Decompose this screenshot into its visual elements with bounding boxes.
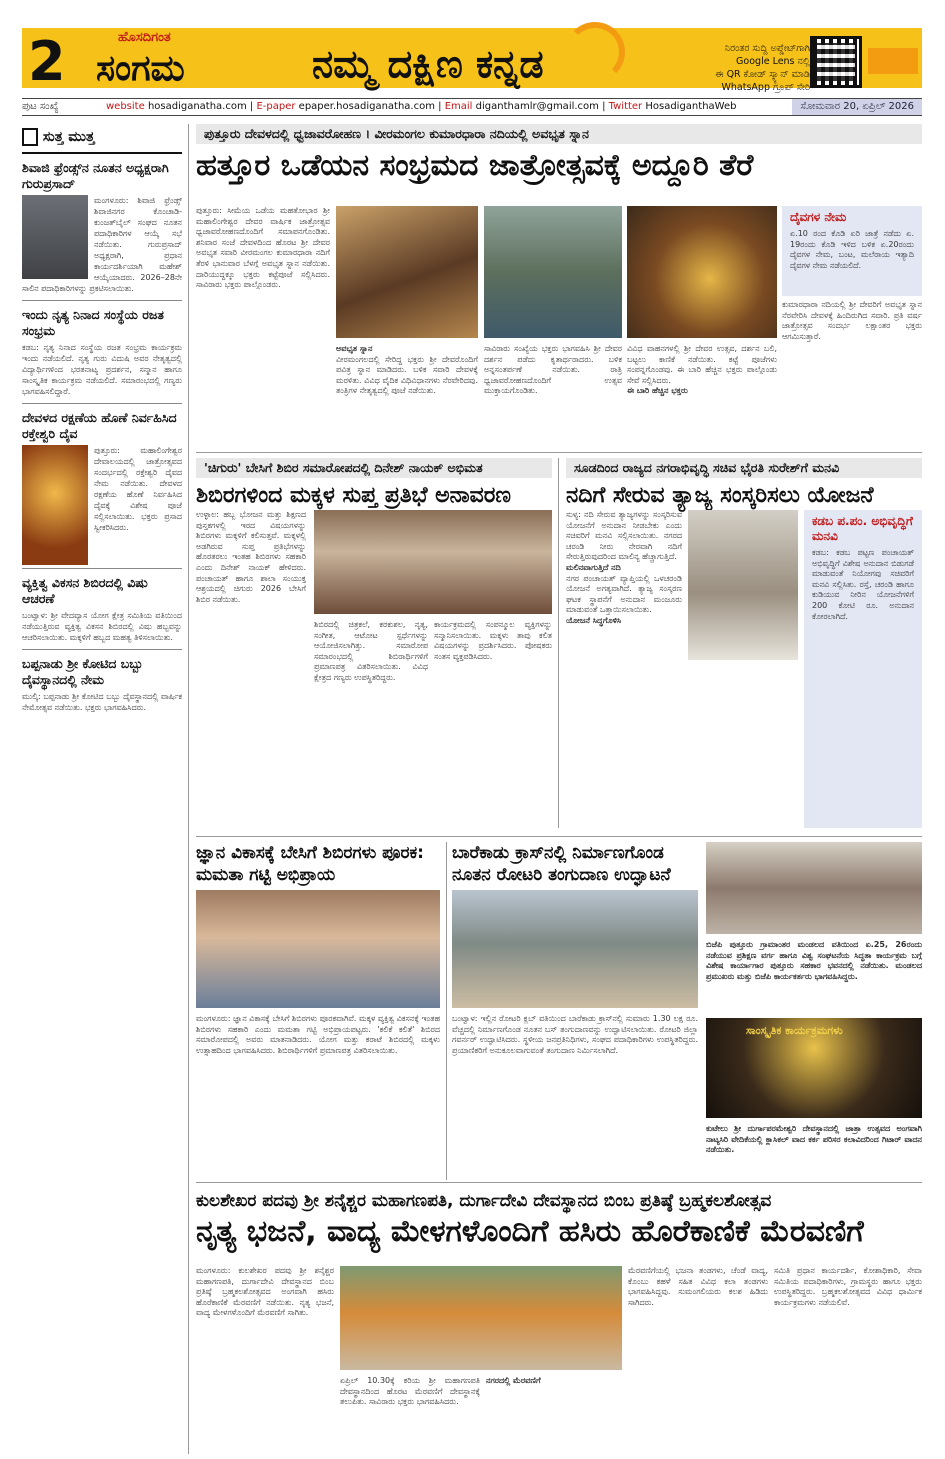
- bjp-meeting-photo: [706, 842, 922, 934]
- body-text: ನಗರ ಪಂಚಾಯತ್ ವ್ಯಾಪ್ತಿಯಲ್ಲಿ ಒಳಚರಂಡಿ ಯೋಜನೆ ಅಗತ್ಯವಾಗಿದೆ. ತ್ಯಾಜ್ಯ ಸಂಸ್ಕರಣ ಘಟಕ ಸ್ಥಾಪನೆಗೆ ಅನುದಾನ ಮಂಜೂರು ಮಾಡುವಂತೆ ಒತ್ತಾಯಿಸಲಾಯಿತು.: [566, 573, 682, 615]
- body-text: ವಿವಿಧ ವಾಹನಗಳಲ್ಲಿ ಶ್ರೀ ದೇವರ ಉತ್ಸವ, ದರ್ಶನ ಬಲಿ, ಬಟ್ಟಲು ಕಾಣಿಕೆ ನಡೆಯಿತು. ಕಟ್ಟೆ ಪೂಜೆಗಳು ಸಂಪನ್ನಗೊಂಡವು. ಈ ಬಾರಿ ಹೆಚ್ಚಿನ ಭಕ್ತರು ಪಾಲ್ಗೊಂಡು ಸೇವೆ ಸಲ್ಲಿಸಿದರು.: [627, 344, 777, 385]
- article-body: ಪುತ್ತೂರು: ಮಹಾಲಿಂಗೇಶ್ವರ ದೇವಾಲಯದಲ್ಲಿ ಜಾತ್ರೋತ್ಸವದ ಸಂದರ್ಭದಲ್ಲಿ ರಕ್ತೇಶ್ವರಿ ದೈವದ ನೇಮ ನಡೆಯಿತು. ದೇವಳದ ರಕ್ಷಣೆಯ ಹೊಣೆ ನಿರ್ವಹಿಸಿದ ದೈವಕ್ಕೆ ವಿಶೇಷ ಪೂಜೆ ಸಲ್ಲಿಸಲಾಯಿತು. ಭಕ್ತರು ಪ್ರಸಾದ ಸ್ವೀಕರಿಸಿದರು.: [94, 446, 182, 532]
- qr-line: ನಿರಂತರ ಸುದ್ದಿ ಅಪ್ಡೇಟ್‌ಗಾಗಿ: [724, 43, 810, 54]
- masthead: [0, 0, 945, 96]
- children-group-photo: [196, 890, 440, 1008]
- corner-tab: [868, 48, 918, 74]
- page-number: 2: [28, 30, 66, 93]
- river-bath-photo: [484, 206, 622, 338]
- camp-stage-photo: [314, 510, 552, 614]
- contact-links: website hosadiganatha.com | E-paper epaper.hosadiganatha.com | Email diganthamlr@gmail.com | Twitter HosadiganthaWeb: [106, 101, 737, 112]
- subheading: ಯೋಜನೆ ಸಿದ್ಧಗೊಳಿಸಿ: [566, 615, 622, 625]
- qr-line: ಈ QR ಕೋಡ್ ಸ್ಕ್ಯಾನ್ ಮಾಡಿ: [715, 69, 810, 80]
- river-headline[interactable]: ನದಿಗೆ ಸೇರುವ ತ್ಯಾಜ್ಯ ಸಂಸ್ಕರಿಸಲು ಯೋಜನೆ: [566, 483, 874, 508]
- box-body: ಏ.10 ರಂದ ಕೊಡಿ ಏರಿ ಜಾತ್ರೆ ನಡೆದು ಏ. 19ರಂದು ಕೊಡಿ ಇಳಿದ ಬಳಿಕ ಏ.20ರಂದು ದೈವಗಳ ನೇಮ, ಬಂಟ, ಮಲೆರಾಯ ಇತ್ಯಾದಿ ದೈವಗಳ ನೇಮ ನಡೆಯಲಿದೆ.: [790, 229, 914, 270]
- page-label: ಪುಟ ಸಂಖ್ಯೆ: [22, 101, 59, 112]
- camp-body-col3: ಕಾರ್ಯಕ್ರಮದಲ್ಲಿ ಸಂಪನ್ಮೂಲ ವ್ಯಕ್ತಿಗಳನ್ನು ಸನ್ಮಾನಿಸಲಾಯಿತು. ಮಕ್ಕಳು ತಾವು ಕಲಿತ ವಿಷಯಗಳನ್ನು ಪ್ರದರ್ಶಿಸಿದರು. ಪೋಷಕರು ಸಂತಸ ವ್ಯಕ್ತಪಡಿಸಿದರು.: [434, 620, 552, 661]
- website-link[interactable]: hosadiganatha.com: [147, 101, 247, 112]
- procession-body-col1: ಮಂಗಳೂರು: ಕುಲಶೇಖರ ಪದವು ಶ್ರೀ ಶನೈಶ್ಚರ ಮಹಾಗಣಪತಿ, ದುರ್ಗಾದೇವಿ ದೇವಸ್ಥಾನದ ಬಿಂಬ ಪ್ರತಿಷ್ಠೆ ಬ್ರಹ್ಮಕಲಶೋತ್ಸವದ ಅಂಗವಾಗಿ ಹಸಿರು ಹೊರೆಕಾಣಿಕೆ ಮೆರವಣಿಗೆ ನಡೆಯಿತು. ನೃತ್ಯ ಭಜನೆ, ವಾದ್ಯ ಮೇಳಗಳೊಂದಿಗೆ ಮೆರವಣಿಗೆ ಸಾಗಿತು.: [196, 1266, 334, 1318]
- article-body: ಬಂಟ್ವಾಳ: ಶ್ರೀ ವೇದವ್ಯಾಸ ಯೋಗ ಕ್ಷೇತ್ರ ಸಮಿತಿಯ ವತಿಯಿಂದ ನಡೆಯುತ್ತಿರುವ ವ್ಯಕ್ತಿತ್ವ ವಿಕಸನ ಶಿಬಿರದಲ್ಲಿ ವಿಷು ಹಬ್ಬವನ್ನು ಆಚರಿಸಲಾಯಿತು. ಮಕ್ಕಳಿಗೆ ಹಬ್ಬದ ಮಹತ್ವ ತಿಳಿಸಲಾಯಿತು.: [22, 611, 182, 642]
- epaper-label: E-paper: [256, 101, 296, 112]
- article-title[interactable]: ಬಪ್ಪನಾಡು ಶ್ರೀ ಕೋಟಿದ ಬಬ್ಬು ದೈವಸ್ಥಾನದಲ್ಲಿ ನೇಮ: [22, 656, 144, 687]
- procession-story: [196, 1190, 922, 1250]
- river-body-col1: [566, 510, 682, 627]
- camp-headline[interactable]: ಶಿಬಿರಗಳಿಂದ ಮಕ್ಕಳ ಸುಪ್ತ ಪ್ರತಿಭೆ ಅನಾವರಣ: [196, 483, 511, 508]
- river-kicker: ಸೂಡದಿಂದ ರಾಜ್ಯದ ನಗರಾಭಿವೃದ್ಧಿ ಸಚಿವ ಭೈರತಿ ಸುರೇಶ್‌ಗೆ ಮನವಿ: [566, 458, 922, 478]
- rotary-headline[interactable]: ಬಾರೆಕಾಡು ಕ್ರಾಸ್‌ನಲ್ಲಿ ನಿರ್ಮಾಣಗೊಂಡ ನೂತನ ರೋಟರಿ ತಂಗುದಾಣ ಉದ್ಘಾಟನೆ: [452, 843, 671, 885]
- article-title[interactable]: ಇಂದು ನೃತ್ಯ ನಿನಾದ ಸಂಸ್ಥೆಯ ರಜತ ಸಂಭ್ರಮ: [22, 307, 164, 338]
- memorandum-photo: [688, 510, 798, 660]
- article-title[interactable]: ಶಿವಾಜಿ ಫ್ರೆಂಡ್ಸ್‌ನ ನೂತನ ಅಧ್ಯಕ್ಷರಾಗಿ ಗುರುಪ್ರಸಾದ್: [22, 160, 169, 191]
- article-body: ಮುಲ್ಕಿ: ಬಪ್ಪನಾಡು ಶ್ರೀ ಕೋಟಿದ ಬಬ್ಬು ದೈವಸ್ಥಾನದಲ್ಲಿ ವಾರ್ಷಿಕ ನೇಮೋತ್ಸವ ನಡೆಯಿತು. ಭಕ್ತರು ಭಾಗವಹಿಸಿದರು.: [22, 692, 182, 712]
- lead-headline[interactable]: ಹತ್ತೂರ ಒಡೆಯನ ಸಂಭ್ರಮದ ಜಾತ್ರೋತ್ಸವಕ್ಕೆ ಅದ್ದೂರಿ ತೆರೆ: [196, 148, 754, 183]
- concert-photo: [706, 1018, 922, 1118]
- lead-body-col4: [627, 344, 777, 397]
- camp-body-col1: ಉಳ್ಳಾಲ: ಹಬ್ಬ ಭೋಜನ ಮತ್ತು ಶಿಕ್ಷಣದ ಪುಸ್ತಕಗಳಲ್ಲಿ ಇರದ ವಿಷಯಗಳನ್ನು ಶಿಬಿರಗಳು ಮಕ್ಕಳಿಗೆ ಕಲಿಸುತ್ತವೆ. ಮಕ್ಕಳಲ್ಲಿ ಅಡಗಿರುವ ಸುಪ್ತ ಪ್ರತಿಭೆಗಳನ್ನು ಹೊರತರಲು ಇಂತಹ ಶಿಬಿರಗಳು ಸಹಕಾರಿ ಎಂದು ದಿನೇಶ್ ನಾಯಕ್ ಹೇಳಿದರು. ಪಂಚಾಯತ್ ಹಾಗೂ ಶಾಲಾ ಸಂಯುಕ್ತ ಆಶ್ರಯದಲ್ಲಿ ಚಿಗುರು 2026 ಬೇಸಿಗೆ ಶಿಬಿರ ನಡೆಯಿತು.: [196, 510, 306, 604]
- kadaba-box: [804, 510, 922, 828]
- info-bar: [22, 98, 922, 116]
- email-label: Email: [444, 101, 473, 112]
- procession-body-col4: ಮೆರವಣಿಗೆಯಲ್ಲಿ ಭಜನಾ ತಂಡಗಳು, ಚೆಂಡೆ ವಾದ್ಯ, ಕೊಂಬು ಕಹಳೆ ಸಹಿತ ವಿವಿಧ ಕಲಾ ತಂಡಗಳು ಭಾಗವಹಿಸಿದ್ದವು. ಸುಮಂಗಲಿಯರು ಕಲಶ ಹಿಡಿದು ಸಾಗಿದರು.: [628, 1266, 768, 1307]
- summer-camp-body: ಮಂಗಳೂರು: ಜ್ಞಾನ ವಿಕಾಸಕ್ಕೆ ಬೇಸಿಗೆ ಶಿಬಿರಗಳು ಪೂರಕವಾಗಿವೆ. ಮಕ್ಕಳ ವ್ಯಕ್ತಿತ್ವ ವಿಕಸನಕ್ಕೆ ಇಂತಹ ಶಿಬಿರಗಳು ಸಹಕಾರಿ ಎಂದು ಮಮತಾ ಗಟ್ಟಿ ಅಭಿಪ್ರಾಯಪಟ್ಟರು. 'ಕಲಿಕೆ ಕಲಿತೆ' ಶಿಬಿರದ ಸಮಾರೋಪದಲ್ಲಿ ಅವರು ಮಾತನಾಡಿದರು. ಯೋಗ ಮತ್ತು ಕರಾಟೆ ಶಿಬಿರದಲ್ಲಿ ಮಕ್ಕಳು ಉತ್ಸಾಹದಿಂದ ಭಾಗವಹಿಸಿದರು. ಶಿಬಿರಾರ್ಥಿಗಳಿಗೆ ಪ್ರಮಾಣಪತ್ರ ವಿತರಿಸಲಾಯಿತು.: [196, 1014, 440, 1055]
- lead-story: [196, 124, 922, 184]
- article-title[interactable]: ವ್ಯಕ್ತಿತ್ವ ವಿಕಸನ ಶಿಬಿರದಲ್ಲಿ ವಿಷು ಆಚರಣೆ: [22, 575, 148, 606]
- lead-body-col1: ಪುತ್ತೂರು: ಸೀಮೆಯ ಒಡೆಯ ಮಹತೋಭಾರ ಶ್ರೀ ಮಹಾಲಿಂಗೇಶ್ವರ ದೇವರ ವಾರ್ಷಿಕ ಜಾತ್ರೋತ್ಸವ ಧ್ವಜಾವರೋಹಣದೊಂದಿಗೆ ಸಮಾಪನಗೊಂಡಿತು. ಶನಿವಾರ ಸಂಜೆ ದೇವಳದಿಂದ ಹೊರಟ ಶ್ರೀ ದೇವರ ಅವಭೃತ ಸವಾರಿ ವೀರಮಂಗಲ ಕುಮಾರಧಾರಾ ನದಿಗೆ ತೆರಳಿ ಭಾನುವಾರ ಬೆಳಗ್ಗೆ ಅವಭೃತ ಸ್ನಾನ ನಡೆಯಿತು. ದಾರಿಯುದ್ದಕ್ಕೂ ಭಕ್ತರು ಕಟ್ಟೆಪೂಜೆ ಸಲ್ಲಿಸಿದರು. ಸಾವಿರಾರು ಭಕ್ತರು ಪಾಲ್ಗೊಂಡರು.: [196, 206, 330, 290]
- left-column-header: [22, 124, 182, 154]
- procession-body-col2: ಏಪ್ರಿಲ್ 10.30ಕ್ಕೆ ಕರಿಯ ಶ್ರೀ ಮಹಾಗಣಪತಿ ದೇವಸ್ಥಾನದಿಂದ ಹೊರಟ ಮೆರವಣಿಗೆ ದೇವಸ್ಥಾನಕ್ಕೆ ತಲುಪಿತು. ಸಾವಿರಾರು ಭಕ್ತರು ಭಾಗವಹಿಸಿದರು.: [340, 1376, 480, 1407]
- subheading: ನಗರದಲ್ಲಿ ಮೆರವಣಿಗೆ: [486, 1376, 541, 1385]
- qr-code-icon[interactable]: [810, 36, 862, 88]
- lead-kicker: ಪುತ್ತೂರು ದೇವಳದಲ್ಲಿ ಧ್ವಜಾವರೋಹಣ । ವೀರಮಂಗಲ ಕುಮಾರಧಾರಾ ನದಿಯಲ್ಲಿ ಅವಭೃತ ಸ್ನಾನ: [196, 124, 922, 144]
- subheading: ಅವಭೃತ ಸ್ನಾನ: [336, 344, 373, 353]
- procession-photo: [340, 1266, 622, 1370]
- bjp-caption: ಬಿಜೆಪಿ ಪುತ್ತೂರು ಗ್ರಾಮಾಂತರ ಮಂಡಲದ ವತಿಯಿಂದ ಏ.25, 26ರಂದು ನಡೆಯುವ ಪ್ರಶಿಕ್ಷಣ ವರ್ಗ ಹಾಗೂ ವಿಶ್ವ ಸಂಘಟನೆಯ ಸಿದ್ಧತಾ ಕಾರ್ಯಕ್ರಮ ಬಗ್ಗೆ ವಿಶೇಷ ಕಾರ್ಯಾಗಾರ ಪುತ್ತೂರು ಸಹಕಾರ ಭವನದಲ್ಲಿ ನಡೆಯಿತು. ಮಂಡಲದ ಪ್ರಮುಖರು ಮತ್ತು ಬಿಜೆಪಿ ಕಾರ್ಯಕರ್ತರು ಭಾಗವಹಿಸಿದ್ದರು.: [706, 940, 922, 981]
- website-label: website: [106, 101, 145, 112]
- article-body: ಮಂಗಳೂರು: ಶಿವಾಜಿ ಫ್ರೆಂಡ್ಸ್ ಶಿವಾಜಿನಗರ ಕೊಂಚಾಡಿ-ಕುಂಜತ್‌ಬೈಲ್ ಸಂಘದ ನೂತನ ಪದಾಧಿಕಾರಿಗಳ ಆಯ್ಕೆ ಸಭೆ ನಡೆಯಿತು. ಗುರುಪ್ರಸಾದ್ ಅಧ್ಯಕ್ಷರಾಗಿ, ಪ್ರಧಾನ ಕಾರ್ಯದರ್ಶಿಯಾಗಿ ಮಹೇಶ್ ಆಯ್ಕೆಯಾದರು. 2026–28ನೇ ಸಾಲಿನ ಪದಾಧಿಕಾರಿಗಳನ್ನು ಪ್ರಕಟಿಸಲಾಯಿತು.: [22, 196, 182, 293]
- camp-kicker: 'ಚಿಗುರು' ಬೇಸಿಗೆ ಶಿಬಿರ ಸಮಾರೋಪದಲ್ಲಿ ದಿನೇಶ್ ನಾಯಕ್ ಅಭಿಮತ: [196, 458, 552, 478]
- procession-body-col3: [486, 1376, 622, 1387]
- concert-banner: ಸಾಂಸ್ಕೃತಿಕ ಕಾರ್ಯಕ್ರಮಗಳು: [746, 1024, 843, 1037]
- brand-title: ಸಂಗಮ: [96, 48, 185, 89]
- twitter-label: Twitter: [608, 101, 643, 112]
- body-text: ಸುಳ್ಯ: ನದಿ ಸೇರುವ ತ್ಯಾಜ್ಯಗಳನ್ನು ಸಂಸ್ಕರಿಸುವ ಯೋಜನೆಗೆ ಅನುದಾನ ನೀಡಬೇಕು ಎಂದು ಸಚಿವರಿಗೆ ಮನವಿ ಸಲ್ಲಿಸಲಾಯಿತು. ನಗರದ ಚರಂಡಿ ನೀರು ನೇರವಾಗಿ ನದಿಗೆ ಸೇರುತ್ತಿರುವುದರಿಂದ ಮಾಲಿನ್ಯ ಹೆಚ್ಚಾಗುತ್ತಿದೆ.: [566, 510, 682, 562]
- box-tag: ದೈವಗಳ ನೇಮ: [790, 210, 847, 224]
- lead-body-col3: ಸಾವಿರಾರು ಸಂಖ್ಯೆಯ ಭಕ್ತರು ಭಾಗವಹಿಸಿ ಶ್ರೀ ದೇವರ ದರ್ಶನ ಪಡೆದು ಕೃತಾರ್ಥರಾದರು. ಬಳಿಕ ಅನ್ನಸಂತರ್ಪಣೆ ನಡೆಯಿತು. ರಾತ್ರಿ ಧ್ವಜಾವರೋಹಣದೊಂದಿಗೆ ಉತ್ಸವ ಮುಕ್ತಾಯಗೊಂಡಿತು.: [484, 344, 622, 396]
- qr-line: Google Lens ನಲ್ಲಿ: [736, 56, 810, 67]
- subheading: ಈ ಬಾರಿ ಹೆಚ್ಚಿನ ಭಕ್ತರು: [627, 386, 688, 396]
- deity-procession-photo: [627, 206, 777, 338]
- chariot-photo: [336, 206, 478, 338]
- door-icon: [22, 128, 38, 146]
- summer-camp-headline[interactable]: ಜ್ಞಾನ ವಿಕಾಸಕ್ಕೆ ಬೇಸಿಗೆ ಶಿಬಿರಗಳು ಪೂರಕ: ಮಮತಾ ಗಟ್ಟಿ ಅಭಿಪ್ರಾಯ: [196, 843, 424, 885]
- email-link[interactable]: diganthamlr@gmail.com: [475, 101, 599, 112]
- procession-body-col5: ಸಮಿತಿ ಪ್ರಧಾನ ಕಾರ್ಯದರ್ಶಿ, ಕೋಶಾಧಿಕಾರಿ, ಸೇವಾ ಸಮಿತಿಯ ಪದಾಧಿಕಾರಿಗಳು, ಗ್ರಾಮಸ್ಥರು ಹಾಗೂ ಭಕ್ತರು ಉಪಸ್ಥಿತರಿದ್ದರು. ಬ್ರಹ್ಮಕಲಶೋತ್ಸವದ ವಿವಿಧ ಧಾರ್ಮಿಕ ಕಾರ್ಯಕ್ರಮಗಳು ನಡೆಯಲಿವೆ.: [774, 1266, 922, 1307]
- article-title[interactable]: ದೇವಳದ ರಕ್ಷಣೆಯ ಹೊಣೆ ನಿರ್ವಹಿಸಿದ ರಕ್ತೇಶ್ವರಿ ದೈವ: [22, 410, 177, 441]
- left-header-text: ಸುತ್ತ ಮುತ್ತ: [42, 129, 95, 145]
- article-body: ಕಡಬ: ನೃತ್ಯ ನಿನಾದ ಸಂಸ್ಥೆಯ ರಜತ ಸಂಭ್ರಮ ಕಾರ್ಯಕ್ರಮ ಇಂದು ನಡೆಯಲಿದೆ. ನೃತ್ಯ ಗುರು ವಿದುಷಿ ಅವರ ನೇತೃತ್ವದಲ್ಲಿ ವಿದ್ಯಾರ್ಥಿಗಳಿಂದ ಭರತನಾಟ್ಯ ಪ್ರದರ್ಶನ, ಸನ್ಮಾನ ಹಾಗೂ ಸಾಂಸ್ಕೃತಿಕ ಕಾರ್ಯಕ್ರಮ ನಡೆಯಲಿದೆ. ಸಮಾರಂಭದಲ್ಲಿ ಗಣ್ಯರು ಭಾಗವಹಿಸಲಿದ್ದಾರೆ.: [22, 343, 182, 396]
- box-tag: ಕಡಬ ಪ.ಪಂ. ಅಭಿವೃದ್ಧಿಗೆ ಮನವಿ: [812, 514, 913, 543]
- camp-story: [196, 458, 552, 510]
- lead-body-col2: [336, 344, 478, 397]
- lead-body-col5: ಕುಮಾರಧಾರಾ ನದಿಯಲ್ಲಿ ಶ್ರೀ ದೇವರಿಗೆ ಅವಭೃತ ಸ್ನಾನ ನೆರವೇರಿಸಿ ದೇವಳಕ್ಕೆ ಹಿಂದಿರುಗಿದ ಸವಾರಿ. ಪ್ರತಿ ವರ್ಷ ಜಾತ್ರೋತ್ಸವ ಸಂದರ್ಭ ಲಕ್ಷಾಂತರ ಭಕ್ತರು ಆಗಮಿಸುತ್ತಾರೆ.: [782, 300, 922, 341]
- left-column: [22, 124, 182, 1454]
- river-waste-story: [566, 458, 922, 510]
- camp-body-col2: ಶಿಬಿರದಲ್ಲಿ ಚಿತ್ರಕಲೆ, ಕರಕುಶಲ, ನೃತ್ಯ, ಸಂಗೀತ, ಆಟೋಟ ಸ್ಪರ್ಧೆಗಳನ್ನು ಆಯೋಜಿಸಲಾಗಿತ್ತು. ಸಮಾರೋಪ ಸಮಾರಂಭದಲ್ಲಿ ಶಿಬಿರಾರ್ಥಿಗಳಿಗೆ ಪ್ರಮಾಣಪತ್ರ ವಿತರಿಸಲಾಯಿತು. ವಿವಿಧ ಕ್ಷೇತ್ರದ ಗಣ್ಯರು ಉಪಸ್ಥಿತರಿದ್ದರು.: [314, 620, 428, 682]
- box-body: ಕಡಬ: ಕಡಬ ಪಟ್ಟಣ ಪಂಚಾಯತ್ ಅಭಿವೃದ್ಧಿಗೆ ವಿಶೇಷ ಅನುದಾನ ಬಿಡುಗಡೆ ಮಾಡುವಂತೆ ನಿಯೋಗವು ಸಚಿವರಿಗೆ ಮನವಿ ಸಲ್ಲಿಸಿತು. ರಸ್ತೆ, ಚರಂಡಿ ಹಾಗೂ ಕುಡಿಯುವ ನೀರಿನ ಯೋಜನೆಗಳಿಗೆ 200 ಕೋಟಿ ರೂ. ಅನುದಾನ ಕೋರಲಾಗಿದೆ.: [812, 548, 914, 621]
- rotary-body: ಬಂಟ್ವಾಳ: ಇಲ್ಲಿನ ರೋಟರಿ ಕ್ಲಬ್ ವತಿಯಿಂದ ಬಾರೆಕಾಡು ಕ್ರಾಸ್‌ನಲ್ಲಿ ಸುಮಾರು 1.30 ಲಕ್ಷ ರೂ. ವೆಚ್ಚದಲ್ಲಿ ನಿರ್ಮಾಣಗೊಂಡ ನೂತನ ಬಸ್ ತಂಗುದಾಣವನ್ನು ಉದ್ಘಾಟಿಸಲಾಯಿತು. ರೋಟರಿ ಜಿಲ್ಲಾ ಗವರ್ನರ್ ಉದ್ಘಾಟಿಸಿದರು. ಸ್ಥಳೀಯ ಜನಪ್ರತಿನಿಧಿಗಳು, ಸಂಘದ ಪದಾಧಿಕಾರಿಗಳು ಉಪಸ್ಥಿತರಿದ್ದರು. ಪ್ರಯಾಣಿಕರಿಗೆ ಅನುಕೂಲವಾಗುವಂತೆ ತಂಗುದಾಣ ನಿರ್ಮಿಸಲಾಗಿದೆ.: [452, 1014, 698, 1055]
- issue-date: ಸೋಮವಾರ 20, ಏಪ್ರಿಲ್ 2026: [792, 99, 922, 115]
- procession-kicker: ಕುಲಶೇಖರ ಪದವು ಶ್ರೀ ಶನೈಶ್ಚರ ಮಹಾಗಣಪತಿ, ದುರ್ಗಾದೇವಿ ದೇವಸ್ಥಾನದ ಬಿಂಬ ಪ್ರತಿಷ್ಠೆ ಬ್ರಹ್ಮಕಲಶೋತ್ಸವ: [196, 1191, 772, 1211]
- deity-photo: [22, 445, 88, 565]
- portrait-photo: [22, 195, 88, 279]
- concert-caption: ಕುಟೇಲು ಶ್ರೀ ದುರ್ಗಾಪರಮೇಶ್ವರಿ ದೇವಸ್ಥಾನದಲ್ಲಿ ಜಾತ್ರಾ ಉತ್ಸವದ ಅಂಗವಾಗಿ ನಾಟ್ಯಸಿರಿ ವೇದಿಕೆಯಲ್ಲಿ ಕ್ಲಾಸಿಕಲ್ ವಾದ ಕರ್ಕ ಪರಿಸರ ಕಲಾವಿದರಿಂದ ಗಿಟಾರ್ ವಾದನ ನಡೆಯಿತು.: [706, 1124, 922, 1155]
- procession-headline[interactable]: ನೃತ್ಯ ಭಜನೆ, ವಾದ್ಯ ಮೇಳಗಳೊಂದಿಗೆ ಹಸಿರು ಹೊರೆಕಾಣಿಕೆ ಮೆರವಣಿಗೆ: [196, 1214, 864, 1249]
- epaper-link[interactable]: epaper.hosadiganatha.com: [298, 101, 435, 112]
- sun-emblem-icon: [565, 22, 625, 82]
- brand-small: ಹೊಸದಿಗಂತ: [118, 30, 171, 45]
- ribbon-cutting-photo: [452, 890, 698, 1008]
- twitter-link[interactable]: HosadiganthaWeb: [645, 101, 737, 112]
- rotary-story: [452, 842, 698, 886]
- qr-line: WhatsApp ಗ್ರೂಪ್ ಸೇರಿ: [721, 82, 810, 93]
- body-text: ವೀರಮಂಗಲದಲ್ಲಿ ಸೇರಿದ್ದ ಭಕ್ತರು ಶ್ರೀ ದೇವರೊಂದಿಗೆ ಪವಿತ್ರ ಸ್ನಾನ ಮಾಡಿದರು. ಬಳಿಕ ಸವಾರಿ ದೇವಳಕ್ಕೆ ಮರಳಿತು. ವಿವಿಧ ವೈದಿಕ ವಿಧಿವಿಧಾನಗಳು ನೆರವೇರಿದವು. ತಂತ್ರಿಗಳ ನೇತೃತ್ವದಲ್ಲಿ ಪೂಜೆ ನಡೆಯಿತು.: [336, 354, 478, 396]
- deity-nema-box: [782, 206, 922, 296]
- section-title: ನಮ್ಮ ದಕ್ಷಿಣ ಕನ್ನಡ: [312, 42, 544, 86]
- summer-camp-story: [196, 842, 440, 886]
- subheading: ಮಲಿನವಾಗುತ್ತಿದೆ ನದಿ: [566, 562, 621, 572]
- qr-instructions: [680, 42, 810, 94]
